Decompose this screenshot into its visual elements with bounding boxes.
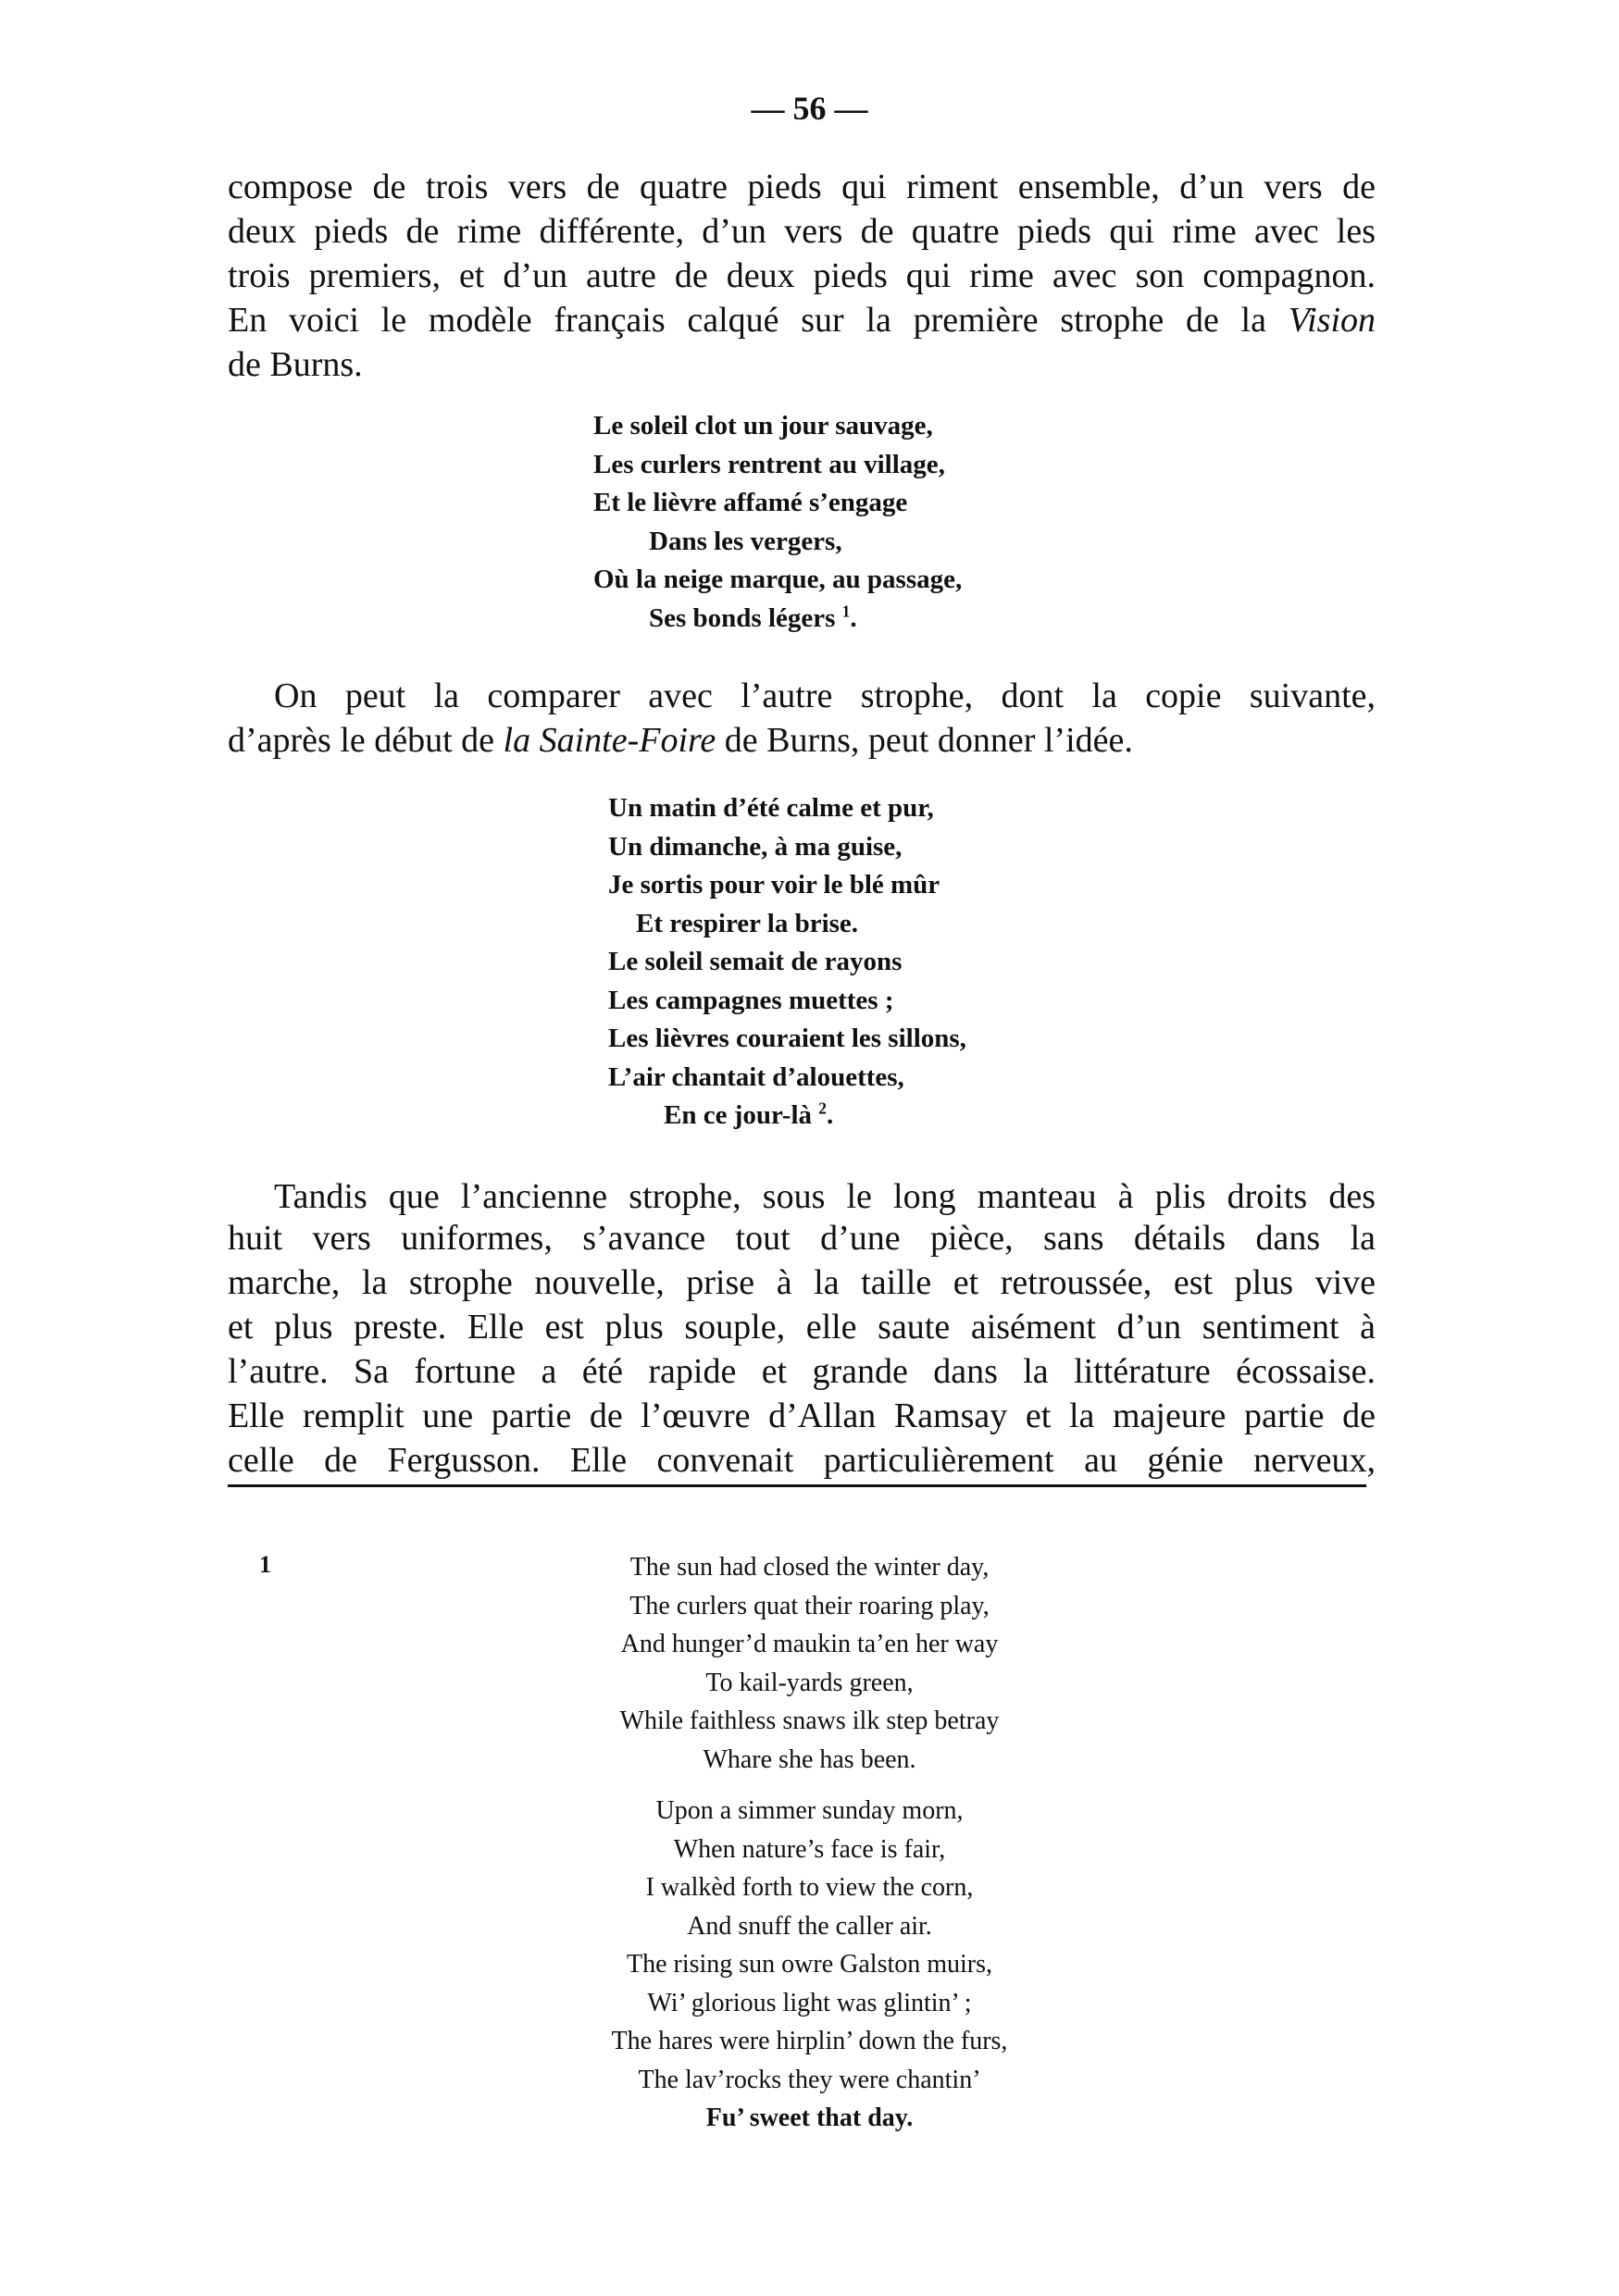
italic-title: Vision bbox=[1288, 301, 1376, 340]
punctuation: . bbox=[826, 1100, 834, 1130]
footnote-ref[interactable]: 1 bbox=[841, 601, 851, 620]
verse-line: I walkèd forth to view the corn, bbox=[645, 1873, 974, 1902]
verse-line: Fu’ sweet that day. bbox=[705, 2104, 914, 2132]
punctuation: . bbox=[850, 602, 857, 633]
footnote-stanza-1 bbox=[0, 1548, 1619, 1779]
italic-title: la Sainte-Foire bbox=[503, 721, 716, 760]
text-line: compose de trois vers de quatre pieds qui riment ensemble, d’un vers de bbox=[228, 168, 1376, 206]
verse-line: Wi’ glorious light was glintin’ ; bbox=[647, 1988, 972, 2017]
verse-line: The lav’rocks they were chantin’ bbox=[638, 2065, 981, 2094]
verse-line: Les campagnes muettes ; bbox=[608, 985, 894, 1015]
page-number: — 56 — bbox=[751, 90, 868, 127]
paragraph-3 bbox=[228, 1177, 1376, 1483]
text-line: On peut la comparer avec l’autre strophe, dont la copie suivante, bbox=[274, 676, 1376, 715]
text-line: trois premiers, et d’un autre de deux pieds qui rime avec son compagnon. bbox=[228, 256, 1376, 295]
verse-line: When nature’s face is fair, bbox=[673, 1834, 946, 1864]
verse-line: Où la neige marque, au passage, bbox=[593, 565, 963, 594]
verse-line: Je sortis pour voir le blé mûr bbox=[608, 870, 940, 900]
verse-line: Les lièvres couraient les sillons, bbox=[608, 1024, 966, 1053]
verse-line: Un matin d’été calme et pur, bbox=[608, 793, 934, 823]
verse-line bbox=[608, 1097, 966, 1136]
footnote-stanza-2 bbox=[0, 1792, 1619, 2138]
verse-line: And snuff the caller air. bbox=[687, 1911, 932, 1941]
verse-text: Ses bonds légers bbox=[649, 602, 836, 633]
verse-line: Whare she has been. bbox=[703, 1744, 916, 1774]
text-line: marche, la strophe nouvelle, prise à la taille et retroussée, est plus vive bbox=[228, 1263, 1376, 1302]
text-line bbox=[228, 718, 1376, 763]
footnote-separator bbox=[228, 1484, 1366, 1487]
text-line: Elle remplit une partie de l’œuvre d’Allan Ramsay et la majeure partie de bbox=[228, 1396, 1376, 1435]
text-line: l’autre. Sa fortune a été rapide et grande dans la littérature écossaise. bbox=[228, 1352, 1376, 1391]
verse-line bbox=[593, 600, 962, 639]
text-line: de Burns. bbox=[228, 345, 363, 384]
verse-line: The sun had closed the winter day, bbox=[629, 1553, 990, 1582]
text-segment: de Burns, peut donner l’idée. bbox=[716, 721, 1133, 760]
paragraph-1 bbox=[228, 165, 1376, 387]
verse-line: Les curlers rentrent au village, bbox=[593, 449, 945, 479]
verse-line: L’air chantait d’alouettes, bbox=[608, 1061, 904, 1092]
paragraph-2 bbox=[228, 674, 1376, 763]
poem-1 bbox=[593, 407, 962, 638]
verse-line: Un dimanche, à ma guise, bbox=[608, 831, 903, 862]
poem-2 bbox=[608, 789, 966, 1136]
verse-line: The rising sun owre Galston muirs, bbox=[626, 1950, 993, 1979]
text-line: celle de Fergusson. Elle convenait particulièrement au génie nerveux, bbox=[228, 1441, 1376, 1480]
verse-line: The curlers quat their roaring play, bbox=[629, 1591, 990, 1620]
verse-text: En ce jour-là bbox=[664, 1100, 813, 1130]
text-line bbox=[228, 298, 1376, 342]
verse-line: While faithless snaws ilk step betray bbox=[619, 1706, 1000, 1735]
verse-line: Et respirer la brise. bbox=[636, 908, 859, 938]
footnote-marker: 1 bbox=[259, 1551, 271, 1578]
verse-line: The hares were hirplin’ down the furs, bbox=[611, 2027, 1008, 2055]
footnote-ref[interactable]: 2 bbox=[818, 1098, 827, 1118]
text-line: huit vers uniformes, s’avance tout d’une pièce, sans détails dans la bbox=[228, 1219, 1376, 1258]
verse-line: Upon a simmer sunday morn, bbox=[655, 1796, 964, 1825]
verse-line: To kail-yards green, bbox=[705, 1668, 914, 1697]
text-segment: d’après le début de bbox=[228, 721, 504, 760]
verse-line: Le soleil semait de rayons bbox=[608, 947, 903, 976]
text-line: Tandis que l’ancienne strophe, sous le long manteau à plis droits des bbox=[274, 1177, 1376, 1216]
text-line: deux pieds de rime différente, d’un vers de quatre pieds qui rime avec les bbox=[228, 212, 1376, 251]
verse-line: And hunger’d maukin ta’en her way bbox=[620, 1630, 999, 1658]
text-line: et plus preste. Elle est plus souple, elle saute aisément d’un sentiment à bbox=[228, 1308, 1376, 1347]
text-segment: En voici le modèle français calqué sur la première strophe de la bbox=[228, 301, 1289, 340]
verse-line: Le soleil clot un jour sauvage, bbox=[593, 411, 933, 441]
verse-line: Dans les vergers, bbox=[649, 526, 842, 556]
verse-line: Et le lièvre affamé s’engage bbox=[593, 488, 908, 517]
